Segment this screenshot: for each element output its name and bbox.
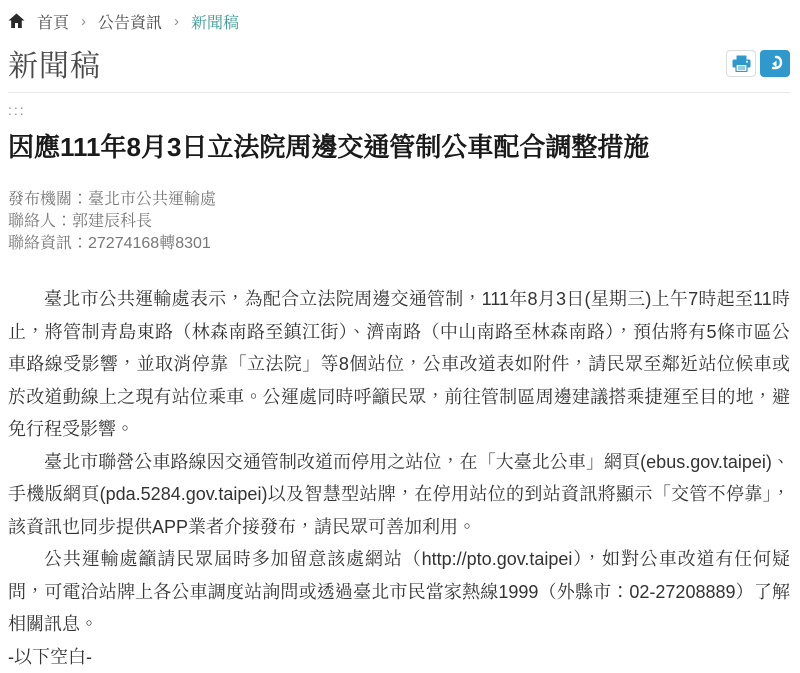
meta-issuing-agency: 發布機關：臺北市公共運輸處 — [8, 189, 790, 211]
press-release-article — [8, 130, 790, 673]
article-meta — [8, 189, 790, 255]
back-button[interactable] — [760, 50, 790, 77]
article-paragraph: 臺北市公共運輸處表示，為配合立法院周邊交通管制，111年8月3日(星期三)上午7時起至11時止，將管制青島東路（林森南路至鎮江街）、濟南路（中山南路至林森南路），預估將有5條市區公車路線受影響，並取消停靠「立法院」等8個站位，公車改道表如附件，請民眾至鄰近站位候車或於改道動線上之現有站位乘車。公運處同時呼籲民眾，前往管制區周邊建議搭乘捷運至目的地，避免行程受影響。 — [8, 283, 790, 446]
toolbar — [726, 50, 790, 77]
print-button[interactable] — [726, 50, 756, 77]
accessibility-skip-marker: ::: — [8, 103, 790, 117]
breadcrumb-item-announcements[interactable]: 公告資訊 — [98, 10, 162, 33]
article-paragraph: 公共運輸處籲請民眾屆時多加留意該處網站（http://pto.gov.taipei），如對公車改道有任何疑問，可電洽站牌上各公車調度站詢問或透過臺北市民當家熱線1999（外縣市：02-27208889）了解相關訊息。 — [8, 543, 790, 641]
page-header — [8, 41, 790, 85]
article-paragraph: 臺北市聯營公車路線因交通管制改道而停用之站位，在「大臺北公車」網頁(ebus.gov.taipei)、手機版網頁(pda.5284.gov.taipei)以及智慧型站牌，在停用站位的到站資訊將顯示「交管不停靠」，該資訊也同步提供APP業者介接發布，請民眾可善加利用。 — [8, 446, 790, 544]
header-divider — [8, 92, 790, 93]
article-body — [8, 283, 790, 673]
page-title: 新聞稿 — [8, 41, 101, 85]
breadcrumb-separator: › — [174, 13, 179, 30]
meta-contact-person: 聯絡人：郭建辰科長 — [8, 211, 790, 233]
home-icon[interactable] — [8, 13, 25, 29]
article-title: 因應111年8月3日立法院周邊交通管制公車配合調整措施 — [8, 130, 790, 164]
meta-contact-info: 聯絡資訊：27274168轉8301 — [8, 233, 790, 255]
breadcrumb-item-press-release: 新聞稿 — [191, 10, 239, 33]
breadcrumb — [8, 8, 790, 33]
return-arrow-icon — [767, 55, 783, 71]
article-paragraph-blank-below: -以下空白- — [8, 641, 790, 673]
breadcrumb-separator: › — [81, 13, 86, 30]
breadcrumb-item-home[interactable]: 首頁 — [37, 10, 69, 33]
printer-icon — [732, 55, 751, 72]
